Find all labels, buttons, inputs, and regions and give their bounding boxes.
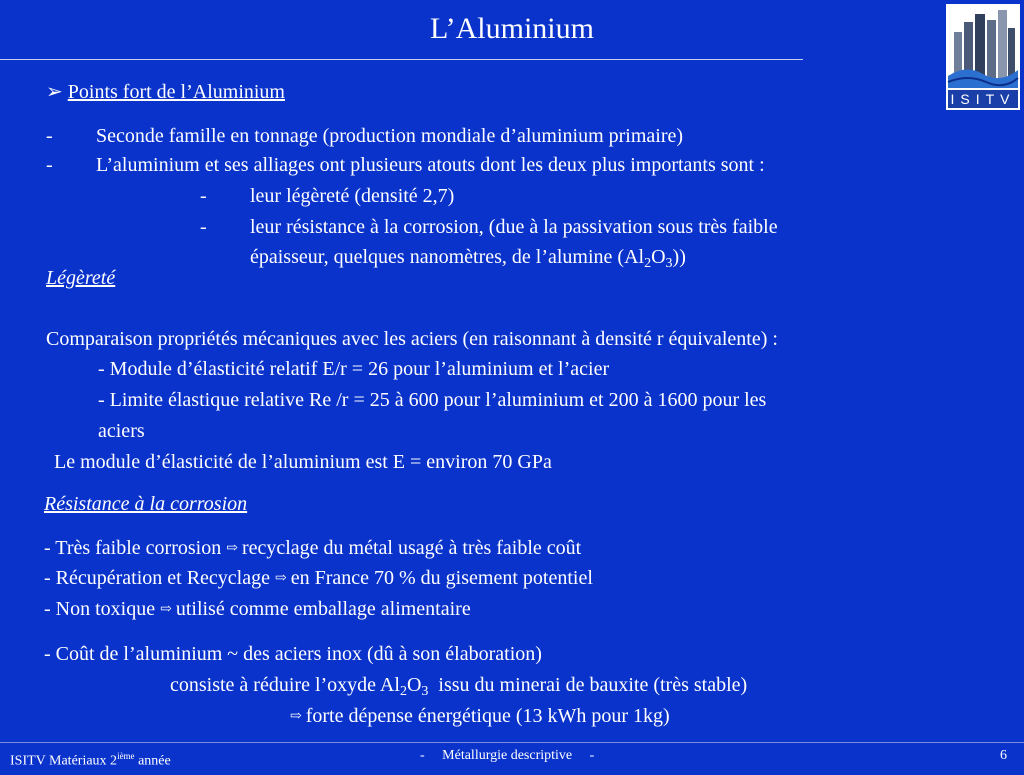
list-item-text: L’aluminium et ses alliages ont plusieurs atouts dont les deux plus importants sont : (96, 154, 765, 176)
text-segment: consiste à réduire l’oxyde Al (170, 674, 400, 696)
section-heading-points-forts (46, 78, 285, 106)
hollow-right-arrow-icon: ⇨ (160, 602, 172, 617)
dash-marker: - (46, 154, 53, 176)
title-divider (0, 59, 803, 60)
arrowhead-bullet-icon: ➢ (46, 81, 63, 103)
subscript: 2 (399, 684, 407, 699)
subscript: 3 (421, 684, 429, 699)
page-title: L’Aluminium (430, 12, 594, 45)
text-segment: forte dépense énergétique (13 kWh pour 1kg) (305, 705, 670, 727)
list-item-text: - Limite élastique relative Re /r = 25 à 600 pour l’aluminium et 200 à 1600 pour les (98, 389, 767, 411)
paragraph-continued (290, 702, 670, 733)
subscript: 3 (665, 256, 673, 271)
list-item: - Coût de l’aluminium ~ des aciers inox (dû à son élaboration) (44, 643, 542, 665)
text-segment: O (406, 674, 422, 696)
dash-marker: - (200, 185, 207, 207)
text-segment: )) (672, 246, 686, 268)
text-segment: issu du minerai de bauxite (très stable) (438, 674, 748, 696)
text-segment: recyclage du métal usagé à très faible coût (241, 537, 582, 559)
hollow-right-arrow-icon: ⇨ (275, 571, 287, 586)
text-segment: ISITV Matériaux 2 (10, 753, 118, 769)
text-segment: en France 70 % du gisement potentiel (290, 567, 593, 589)
sub-item-text-continued (250, 243, 686, 278)
footer-left (10, 743, 171, 775)
dash-marker: - (200, 216, 207, 238)
isitv-logo (946, 4, 1020, 110)
list-item (44, 595, 471, 626)
paragraph-continued (170, 671, 747, 706)
section-heading-legerete: Légèreté (46, 267, 116, 289)
text-segment: O (651, 246, 666, 268)
section-heading-corrosion: Résistance à la corrosion (44, 493, 248, 515)
heading-text: Points fort de l’Aluminium (67, 81, 285, 103)
paragraph-intro: Comparaison propriétés mécaniques avec les aciers (en raisonnant à densité r équivalente) : (46, 328, 778, 350)
superscript: ième (117, 751, 135, 761)
paragraph-note: Le module d’élasticité de l’aluminium est E = environ 70 GPa (54, 451, 552, 473)
list-item (46, 151, 53, 179)
list-item (44, 564, 593, 595)
page-number: 6 (1000, 748, 1007, 763)
list-item (44, 534, 581, 565)
text-segment: - Non toxique (44, 598, 156, 620)
list-item-text: Seconde famille en tonnage (production mondiale d’aluminium primaire) (96, 125, 684, 147)
sub-item-text: leur résistance à la corrosion, (due à la passivation sous très faible (250, 216, 778, 238)
list-item-text: - Module d’élasticité relatif E/r = 26 pour l’aluminium et l’acier (98, 358, 610, 380)
list-item-text-continued: aciers (98, 420, 145, 442)
hollow-right-arrow-icon: ⇨ (226, 541, 238, 556)
footer-center: - Métallurgie descriptive - (420, 748, 595, 763)
text-segment: utilisé comme emballage alimentaire (175, 598, 471, 620)
dash-marker: - (46, 125, 53, 147)
footer (0, 742, 1024, 769)
sub-item-text: leur légèreté (densité 2,7) (250, 185, 455, 207)
text-segment: - Très faible corrosion (44, 537, 222, 559)
text-segment: - Récupération et Recyclage (44, 567, 270, 589)
text-segment: épaisseur, quelques nanomètres, de l’alumine (Al (250, 246, 645, 268)
logo-text: ISITV (950, 91, 1016, 107)
text-segment: année (134, 753, 171, 769)
list-item (46, 122, 53, 150)
subscript: 2 (644, 256, 652, 271)
hollow-right-arrow-icon: ⇨ (290, 709, 302, 724)
